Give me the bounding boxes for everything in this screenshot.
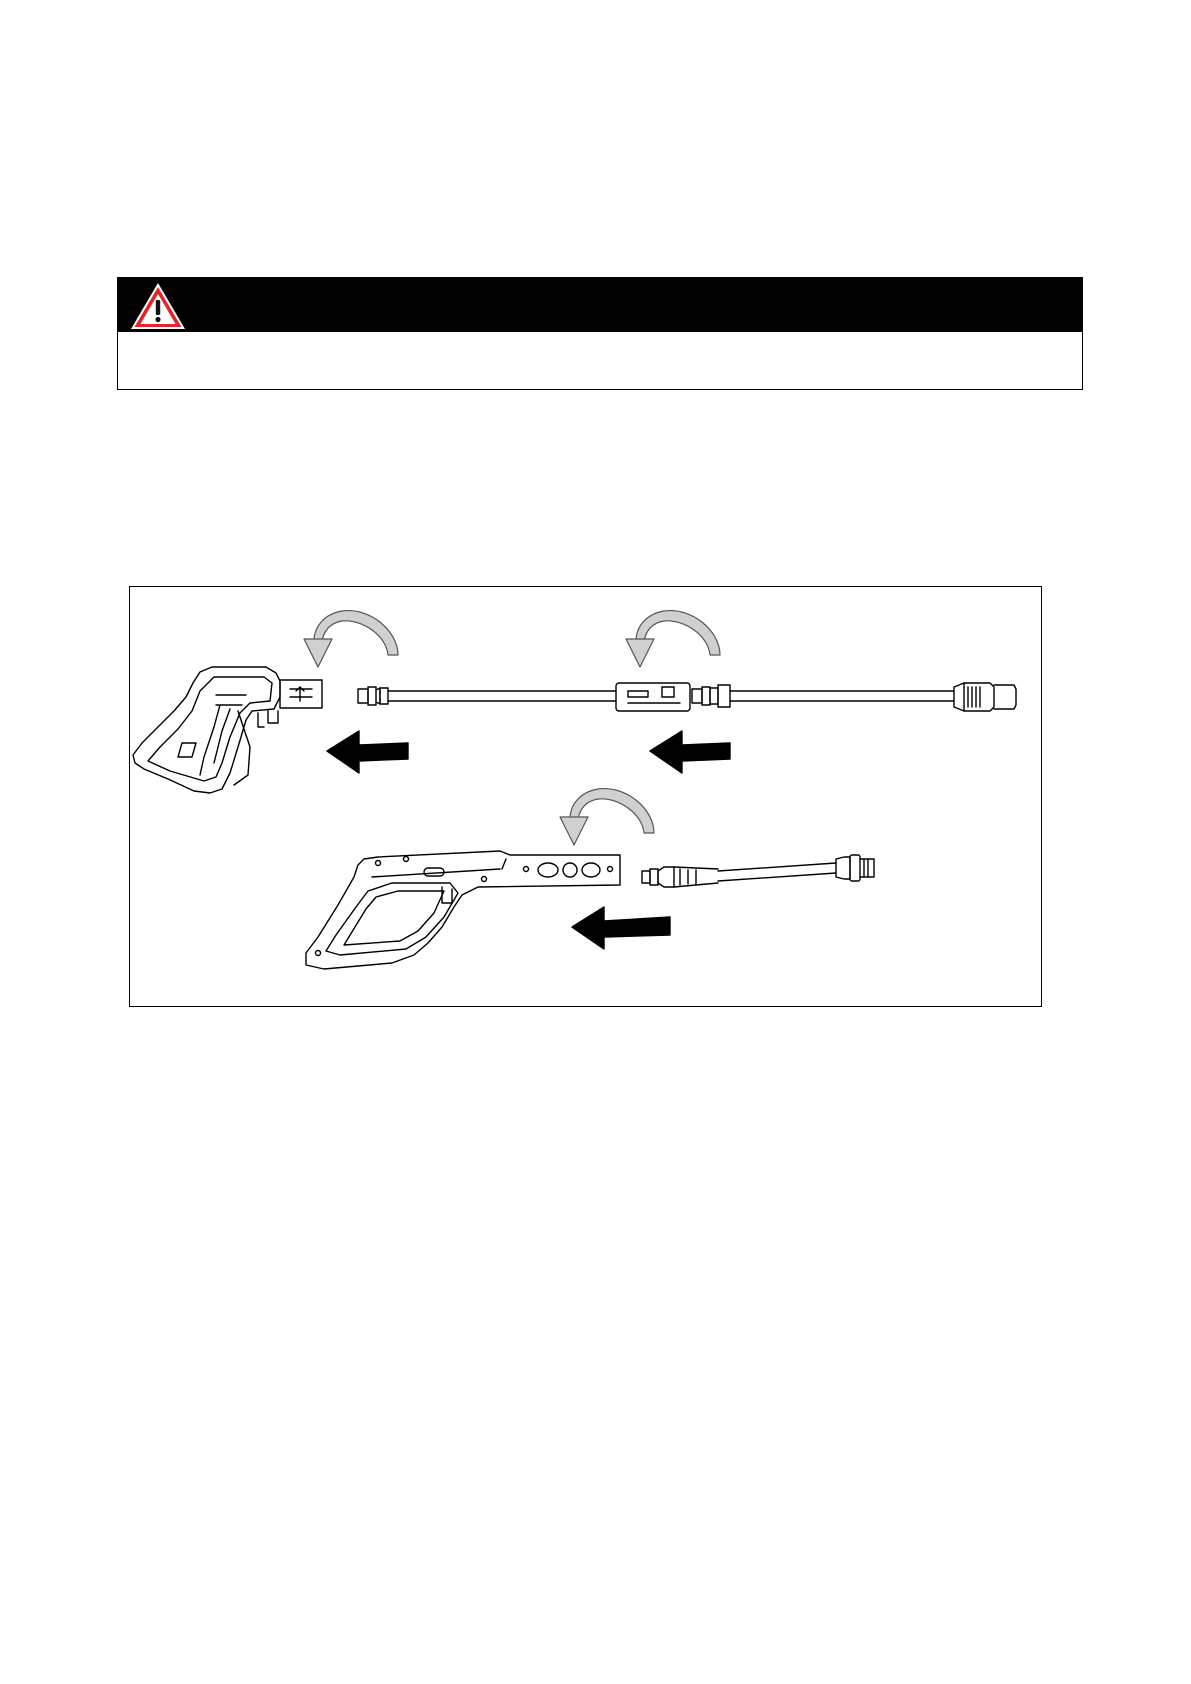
warning-box (117, 277, 1083, 390)
assembly-figure (129, 586, 1042, 1007)
insert-arrow-icon (572, 907, 670, 949)
rotate-arrow-icon (560, 789, 654, 845)
lance-icon (358, 683, 690, 711)
extension-lance-icon (642, 855, 874, 887)
warning-triangle-icon (128, 280, 188, 332)
insert-arrow-icon (327, 731, 408, 773)
insert-arrow-icon (650, 731, 730, 773)
gun-handle-icon (306, 851, 620, 969)
warning-text (118, 332, 1082, 389)
spray-gun-icon (133, 667, 322, 793)
nozzle-lance-icon (692, 683, 1016, 711)
warning-header (118, 278, 1082, 332)
rotate-arrow-icon (626, 611, 720, 667)
rotate-arrow-icon (304, 611, 398, 667)
